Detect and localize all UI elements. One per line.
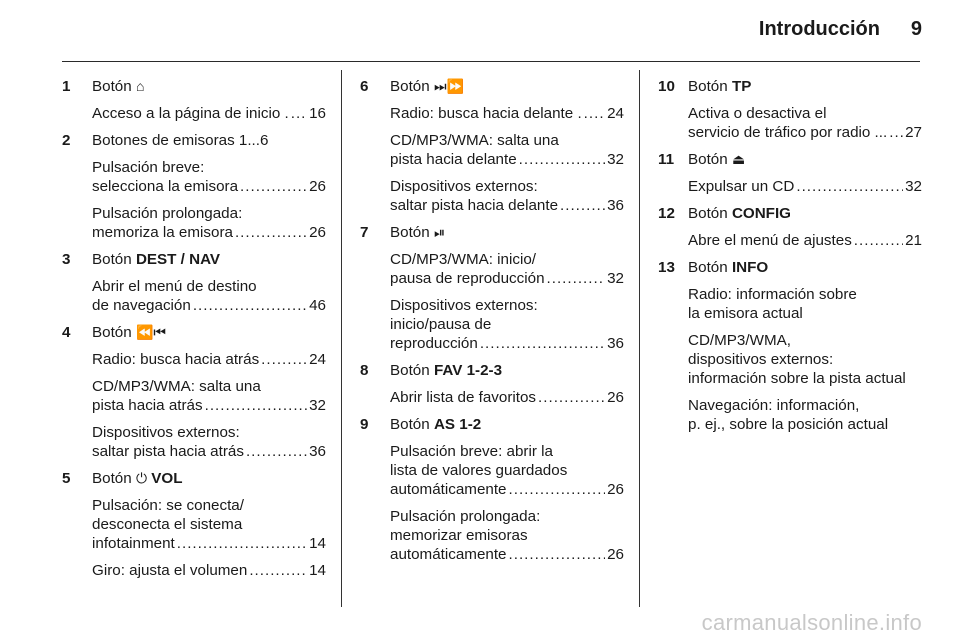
entry-description (390, 104, 624, 123)
dot-leader (509, 545, 606, 564)
dot-leader (177, 534, 307, 553)
entry-number: 1 (62, 78, 71, 95)
page-reference: 46 (309, 297, 326, 314)
description-line: Pulsación breve: (92, 159, 205, 176)
page-reference: 32 (607, 151, 624, 168)
entry-heading (688, 204, 922, 223)
description-line: inicio/pausa de (390, 316, 492, 333)
page-reference: 21 (905, 232, 922, 249)
entry-description (390, 131, 624, 169)
description-line: Pulsación prolongada: (390, 508, 541, 525)
dot-leader (480, 334, 605, 353)
description-line: Pulsación: se conecta/ (92, 497, 244, 514)
description-text: infotainment (92, 535, 175, 552)
entry-number: 3 (62, 251, 71, 268)
entry-description (92, 277, 326, 315)
dot-leader (261, 350, 307, 369)
legend-entry (360, 223, 624, 353)
page-reference: 16 (309, 105, 326, 122)
page-reference: 26 (607, 481, 624, 498)
description-line: lista de valores guardados (390, 462, 568, 479)
page-reference: 24 (607, 105, 624, 122)
description-line (390, 150, 624, 169)
button-name: INFO (731, 259, 769, 276)
header-rule (62, 61, 920, 62)
entry-prefix: Botones de emisoras 1...6 (92, 132, 269, 149)
dot-leader (205, 396, 308, 415)
description-line (688, 123, 922, 142)
entry-prefix: Botón (92, 78, 132, 95)
dot-leader (796, 177, 903, 196)
page-header (0, 0, 960, 62)
description-text: Acceso a la página de inicio . (92, 105, 289, 122)
description-line (92, 296, 326, 315)
entry-description (390, 507, 624, 564)
entry-description (92, 423, 326, 461)
entry-description (688, 104, 922, 142)
dot-leader (249, 561, 307, 580)
page-reference: 26 (309, 224, 326, 241)
description-text: Abre el menú de ajustes (688, 232, 852, 249)
description-text: Giro: ajusta el volumen (92, 562, 248, 579)
entry-description (390, 388, 624, 407)
description-text: selecciona la emisora (92, 178, 239, 195)
description-text: automáticamente (390, 546, 507, 563)
entry-number: 2 (62, 132, 71, 149)
entry-heading (92, 469, 326, 488)
description-line: memorizar emisoras (390, 527, 528, 544)
button-name: DEST / NAV (135, 251, 221, 268)
page-reference: 26 (607, 546, 624, 563)
description-line (390, 196, 624, 215)
entry-heading (390, 77, 624, 96)
description-line (92, 177, 326, 196)
description-line (92, 396, 326, 415)
description-text: pista hacia atrás (92, 397, 203, 414)
entry-description (688, 396, 922, 434)
description-text: Radio: busca hacia delante . (390, 105, 582, 122)
description-line: Radio: información sobre (688, 286, 857, 303)
button-name: AS 1-2 (433, 416, 482, 433)
entry-description (92, 377, 326, 415)
description-text: memoriza la emisora (92, 224, 233, 241)
legend-entry (658, 204, 922, 250)
entry-prefix: Botón (390, 362, 430, 379)
entry-number: 10 (658, 78, 675, 95)
description-line: CD/MP3/WMA: inicio/ (390, 251, 536, 268)
button-name: FAV 1-2-3 (433, 362, 503, 379)
page-title: Introducción (758, 18, 880, 40)
column-divider (639, 70, 640, 607)
description-line: la emisora actual (688, 305, 803, 322)
entry-heading (92, 131, 326, 150)
description-line: Abrir el menú de destino (92, 278, 257, 295)
dot-leader (538, 388, 605, 407)
legend-entry (360, 361, 624, 407)
entry-number: 12 (658, 205, 675, 222)
description-text: Expulsar un CD (688, 178, 795, 195)
legend-entry (62, 131, 326, 242)
entry-heading (92, 323, 326, 342)
entry-heading (688, 77, 922, 96)
entry-description (92, 561, 326, 580)
description-line: CD/MP3/WMA, (688, 332, 791, 349)
description-line (390, 388, 624, 407)
description-line: Dispositivos externos: (390, 297, 538, 314)
legend-entry (62, 323, 326, 461)
description-line (390, 545, 624, 564)
entry-description (390, 177, 624, 215)
description-text: automáticamente (390, 481, 507, 498)
entry-description (92, 204, 326, 242)
description-line (92, 223, 326, 242)
dot-leader (235, 223, 307, 242)
entry-heading (92, 250, 326, 269)
description-text: pausa de reproducción (390, 270, 545, 287)
page-reference: 14 (309, 562, 326, 579)
description-line: Pulsación breve: abrir la (390, 443, 553, 460)
description-line: Activa o desactiva el (688, 105, 827, 122)
entry-heading (688, 258, 922, 277)
page-reference: 26 (309, 178, 326, 195)
dot-leader (889, 123, 903, 142)
entry-number: 6 (360, 78, 369, 95)
entry-number: 9 (360, 416, 369, 433)
entry-heading (390, 361, 624, 380)
entry-number: 7 (360, 224, 369, 241)
entry-description (390, 250, 624, 288)
legend-entry (360, 77, 624, 215)
legend-entry (62, 250, 326, 315)
description-line: Navegación: información, (688, 397, 860, 414)
description-text: pista hacia delante (390, 151, 517, 168)
description-text: de navegación (92, 297, 191, 314)
description-line (92, 534, 326, 553)
entry-description (92, 158, 326, 196)
description-text: Abrir lista de favoritos (390, 389, 537, 406)
description-line (92, 350, 326, 369)
entry-heading (390, 415, 624, 434)
page-reference: 14 (309, 535, 326, 552)
page-reference: 26 (607, 389, 624, 406)
dot-leader (246, 442, 307, 461)
dot-leader (509, 480, 606, 499)
dot-leader (291, 104, 307, 123)
entry-heading (92, 77, 326, 96)
legend-entry (658, 77, 922, 142)
page-reference: 32 (607, 270, 624, 287)
page-reference: 36 (607, 335, 624, 352)
entry-number: 13 (658, 259, 675, 276)
column-3 (658, 77, 922, 442)
dot-leader (547, 269, 606, 288)
description-line (688, 177, 922, 196)
entry-description (688, 177, 922, 196)
description-text: servicio de tráfico por radio ... (688, 124, 888, 141)
column-divider (341, 70, 342, 607)
column-2 (360, 77, 624, 572)
legend-entry (658, 150, 922, 196)
description-line (390, 269, 624, 288)
entry-prefix: Botón (390, 416, 430, 433)
description-line (390, 480, 624, 499)
description-line: CD/MP3/WMA: salta una (92, 378, 261, 395)
description-text: saltar pista hacia delante (390, 197, 559, 214)
button-name: VOL (151, 470, 183, 487)
button-name: CONFIG (731, 205, 791, 222)
dot-leader (854, 231, 903, 250)
play-pause-icon: ⏯ (433, 224, 446, 240)
page-reference: 32 (309, 397, 326, 414)
description-line: información sobre la pista actual (688, 370, 906, 387)
power-icon: ⏻ (135, 470, 148, 486)
watermark: carmanualsonline.info (701, 610, 922, 635)
description-line: desconecta el sistema (92, 516, 243, 533)
dot-leader (584, 104, 605, 123)
entry-prefix: Botón (688, 151, 728, 168)
seek-forward-icon: ⏭⏩ (433, 78, 464, 94)
description-line: Dispositivos externos: (92, 424, 240, 441)
description-line: Dispositivos externos: (390, 178, 538, 195)
seek-back-icon: ⏪⏮ (135, 324, 166, 340)
button-name: TP (731, 78, 752, 95)
entry-description (390, 442, 624, 499)
eject-icon: ⏏ (731, 151, 746, 167)
entry-number: 11 (658, 151, 675, 168)
description-text: reproducción (390, 335, 478, 352)
description-line: p. ej., sobre la posición actual (688, 416, 889, 433)
entry-prefix: Botón (92, 251, 132, 268)
page-reference: 32 (905, 178, 922, 195)
description-line: CD/MP3/WMA: salta una (390, 132, 559, 149)
description-text: saltar pista hacia atrás (92, 443, 244, 460)
description-line: Pulsación prolongada: (92, 205, 243, 222)
entry-prefix: Botón (92, 324, 132, 341)
entry-prefix: Botón (390, 224, 430, 241)
page-reference: 24 (309, 351, 326, 368)
entry-heading (688, 150, 922, 169)
entry-number: 8 (360, 362, 369, 379)
description-line (390, 104, 624, 123)
dot-leader (193, 296, 307, 315)
entry-heading (390, 223, 624, 242)
column-1 (62, 77, 326, 588)
entry-prefix: Botón (688, 259, 728, 276)
entry-prefix: Botón (688, 205, 728, 222)
entry-number: 4 (62, 324, 71, 341)
entry-prefix: Botón (688, 78, 728, 95)
page-reference: 27 (905, 124, 922, 141)
entry-description (92, 496, 326, 553)
entry-description (688, 285, 922, 323)
description-line (92, 442, 326, 461)
description-text: Radio: busca hacia atrás (92, 351, 260, 368)
home-icon: ⌂ (135, 78, 145, 94)
legend-entry (658, 258, 922, 434)
legend-entry (62, 77, 326, 123)
entry-prefix: Botón (390, 78, 430, 95)
legend-entry (360, 415, 624, 564)
page-number: 9 (910, 18, 922, 40)
entry-prefix: Botón (92, 470, 132, 487)
page-reference: 36 (309, 443, 326, 460)
description-line (390, 334, 624, 353)
description-line (92, 561, 326, 580)
legend-entry (62, 469, 326, 580)
description-line: dispositivos externos: (688, 351, 834, 368)
dot-leader (519, 150, 605, 169)
entry-description (390, 296, 624, 353)
entry-description (92, 104, 326, 123)
entry-description (92, 350, 326, 369)
page-reference: 36 (607, 197, 624, 214)
dot-leader (240, 177, 307, 196)
entry-description (688, 331, 922, 388)
description-line (688, 231, 922, 250)
entry-description (688, 231, 922, 250)
entry-number: 5 (62, 470, 71, 487)
description-line (92, 104, 326, 123)
dot-leader (560, 196, 605, 215)
